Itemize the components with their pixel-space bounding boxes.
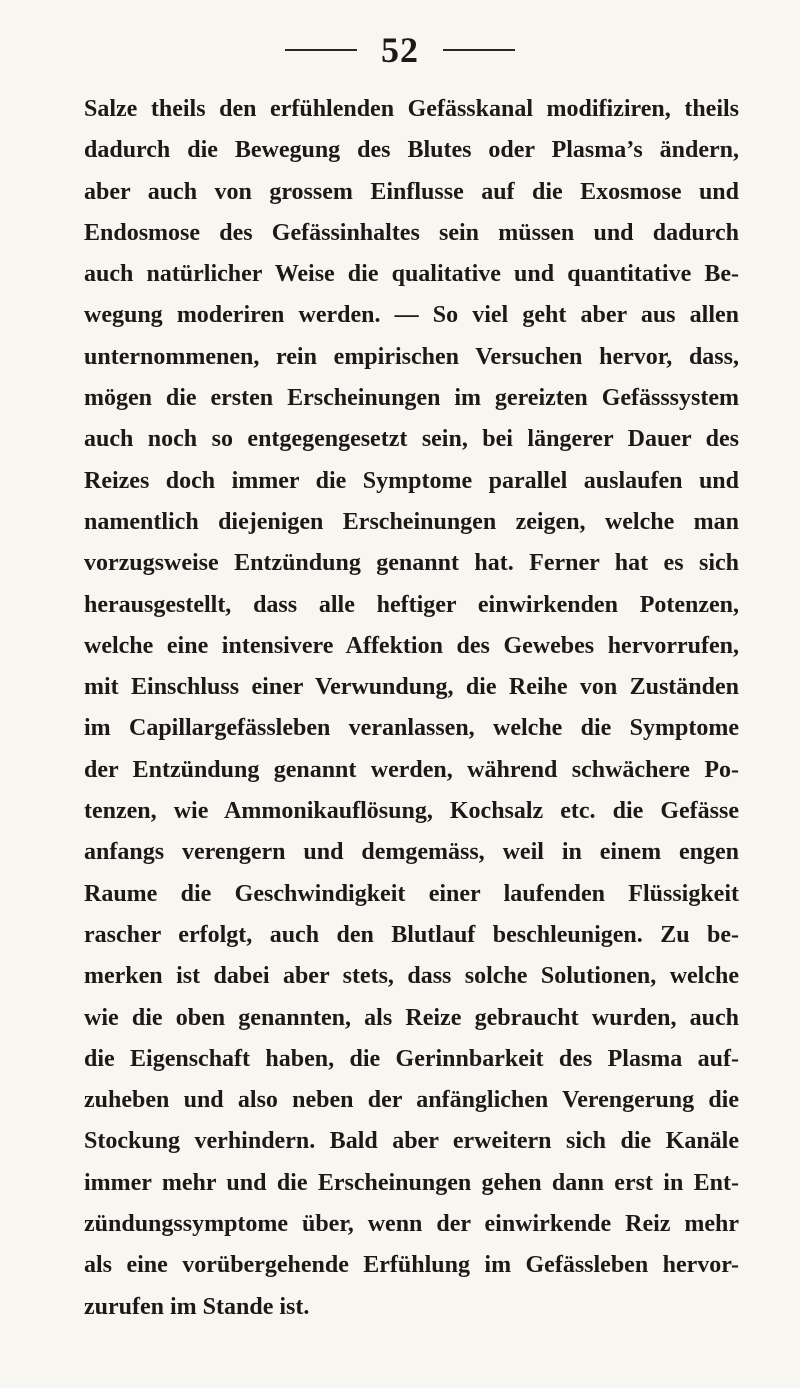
header-rule-right (443, 49, 515, 51)
text-line: der Entzündung genannt werden, während schwächere Po- (84, 756, 739, 783)
text-line: mögen die ersten Erscheinungen im gereizten Gefässsystem (84, 385, 739, 412)
text-line-last: zurufen im Stande ist. (84, 1293, 310, 1320)
text-line: unternommenen, rein empirischen Versuchen hervor, dass, (84, 343, 739, 370)
text-line: herausgestellt, dass alle heftiger einwirkenden Potenzen, (84, 591, 739, 618)
page-number: 52 (381, 30, 419, 70)
text-line: mit Einschluss einer Verwundung, die Reihe von Zuständen (84, 674, 739, 701)
text-line: immer mehr und die Erscheinungen gehen dann erst in Ent- (84, 1169, 739, 1196)
text-line: vorzugsweise Entzündung genannt hat. Ferner hat es sich (84, 550, 739, 577)
text-line: rascher erfolgt, auch den Blutlauf beschleunigen. Zu be- (84, 921, 739, 948)
text-line: Salze theils den erfühlenden Gefässkanal modifiziren, theils (84, 96, 739, 122)
text-line: wegung moderiren werden. — So viel geht aber aus allen (84, 302, 739, 329)
text-line: im Capillargefässleben veranlassen, welche die Symptome (84, 715, 739, 742)
text-line: merken ist dabei aber stets, dass solche Solutionen, welche (84, 963, 739, 990)
text-line: die Eigenschaft haben, die Gerinnbarkeit des Plasma auf- (84, 1045, 739, 1072)
body-text (84, 89, 739, 1328)
text-line: anfangs verengern und demgemäss, weil in einem engen (84, 839, 739, 866)
text-line: als eine vorübergehende Erfühlung im Gefässleben hervor- (84, 1252, 739, 1279)
header-rule-left (285, 49, 357, 51)
text-line: tenzen, wie Ammonikauflösung, Kochsalz etc. die Gefässe (84, 798, 739, 825)
text-line: Stockung verhindern. Bald aber erweitern sich die Kanäle (84, 1128, 739, 1155)
text-line: auch noch so entgegengesetzt sein, bei längerer Dauer des (84, 426, 739, 453)
text-line: Raume die Geschwindigkeit einer laufenden Flüssigkeit (84, 880, 739, 907)
text-line: Endosmose des Gefässinhaltes sein müssen und dadurch (84, 219, 739, 246)
text-line: aber auch von grossem Einflusse auf die Exosmose und (84, 178, 739, 205)
text-line: zuheben und also neben der anfänglichen Verengerung die (84, 1087, 739, 1114)
text-line: Reizes doch immer die Symptome parallel auslaufen und (84, 467, 739, 494)
text-line: welche eine intensivere Affektion des Gewebes hervorrufen, (84, 632, 739, 659)
text-line: zündungssymptome über, wenn der einwirkende Reiz mehr (84, 1211, 739, 1238)
text-line: auch natürlicher Weise die qualitative und quantitative Be- (84, 261, 739, 288)
text-line: wie die oben genannten, als Reize gebraucht wurden, auch (84, 1004, 739, 1031)
page-header (0, 30, 800, 70)
text-line: dadurch die Bewegung des Blutes oder Plasma’s ändern, (84, 137, 739, 164)
text-line: namentlich diejenigen Erscheinungen zeigen, welche man (84, 508, 739, 535)
